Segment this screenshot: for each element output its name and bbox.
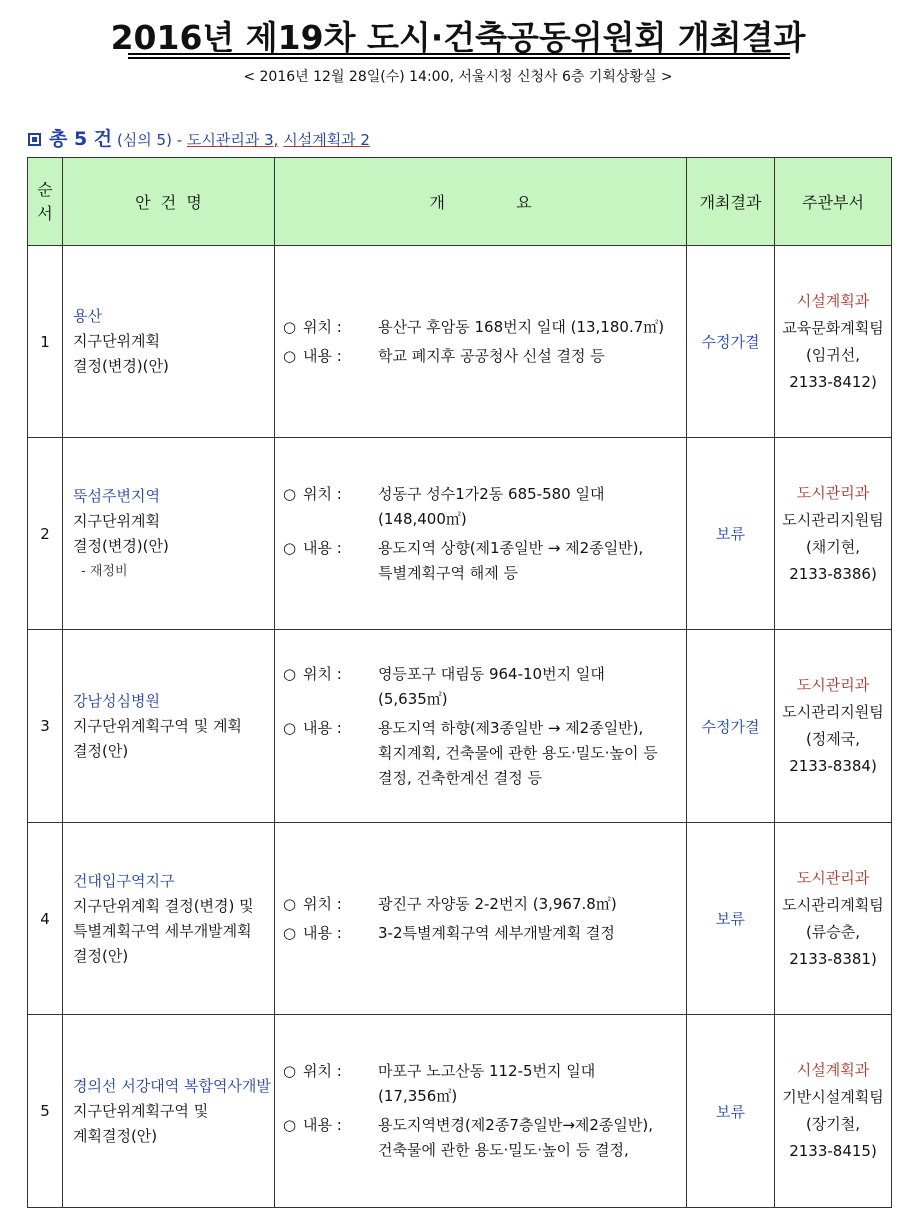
summary-item: [283, 315, 685, 340]
dept-name: 도시관리과: [796, 676, 870, 694]
agenda-name: [63, 823, 275, 1015]
contact-line: (장기철,: [805, 1115, 861, 1133]
contact-line: 2133-8386): [789, 564, 877, 583]
agenda-name-line: 지구단위계획: [73, 511, 160, 530]
summary-item-key: 위치 :: [303, 894, 342, 913]
summary-item-line: 영등포구 대림동 964-10번지 일대: [378, 664, 605, 683]
summary-dept-a: 도시관리과 3,: [186, 131, 279, 149]
summary-item-line: (5,635㎡): [378, 689, 448, 708]
summary-detail: (심의 5) -: [116, 131, 187, 149]
contact-line: 2133-8412): [789, 372, 877, 391]
header-name: 안 건 명: [63, 158, 275, 246]
summary-item-line: 용도지역 상향(제1종일반 → 제2종일반),: [378, 538, 644, 557]
agenda-summary: [275, 823, 687, 1015]
summary-item-line: 마포구 노고산동 112-5번지 일대: [378, 1062, 596, 1080]
summary-item-value: [378, 716, 685, 791]
meeting-info: < 2016년 12월 28일(수) 14:00, 서울시청 신청사 6층 기획상황실 >: [243, 69, 673, 85]
row-number: 4: [28, 823, 63, 1015]
summary-item: [283, 662, 685, 712]
circle-bullet-icon: ○: [283, 664, 297, 683]
table-row: [28, 246, 892, 438]
circle-bullet-icon: ○: [283, 894, 297, 913]
summary-dept-b: 시설계획과 2: [283, 131, 370, 149]
title-underline-2: [128, 57, 790, 59]
agenda-name-line: 지구단위계획 결정(변경) 및: [73, 896, 254, 915]
team-name: 도시관리지원팀: [782, 703, 884, 721]
agenda-summary: [275, 630, 687, 823]
summary-item: [283, 482, 685, 532]
summary-item: [283, 921, 685, 946]
summary-item-line: (17,356㎡): [378, 1087, 458, 1105]
agenda-note: - 재정비: [81, 563, 128, 579]
responsible-dept: [775, 630, 892, 823]
summary-item-key: 내용 :: [303, 538, 342, 557]
contact-line: 2133-8415): [789, 1142, 877, 1160]
title-underline: [128, 53, 790, 55]
agenda-name-line: 특별계획구역 세부개발계획: [73, 921, 252, 940]
header-result: 개최결과: [687, 158, 775, 246]
header-no: 순서: [28, 158, 63, 246]
circle-bullet-icon: ○: [283, 923, 297, 942]
summary-item-line: 용도지역변경(제2종7층일반→제2종일반),: [378, 1116, 654, 1134]
agenda-site-name: 경의선 서강대역 복합역사개발: [73, 1076, 271, 1095]
summary-total: 총 5 건: [49, 128, 113, 150]
dept-name: 시설계획과: [796, 1061, 870, 1079]
summary-item-line: (148,400㎡): [378, 509, 467, 528]
agenda-summary: [275, 246, 687, 438]
meeting-result: 수정가결: [687, 630, 775, 823]
agenda-name: [63, 630, 275, 823]
summary-item: [283, 1059, 685, 1109]
contact-line: (류승춘,: [805, 922, 861, 941]
header-dept: 주관부서: [775, 158, 892, 246]
table-row: [28, 823, 892, 1015]
agenda-name-line: 지구단위계획구역 및: [73, 1101, 209, 1120]
agenda-site-name: 뚝섬주변지역: [73, 486, 160, 505]
agenda-name: [63, 246, 275, 438]
agenda-summary: [275, 1015, 687, 1208]
agenda-name: [63, 1015, 275, 1208]
agenda-name: [63, 438, 275, 630]
agenda-name-line: 지구단위계획구역 및 계획: [73, 716, 242, 735]
contact-line: 2133-8384): [789, 757, 877, 775]
summary-item-line: 광진구 자양동 2-2번지 (3,967.8㎡): [378, 894, 617, 913]
responsible-dept: [775, 438, 892, 630]
summary-item-key: 내용 :: [303, 346, 342, 365]
circle-bullet-icon: ○: [283, 538, 297, 557]
table-header-row: [28, 158, 892, 246]
contact-line: (정제국,: [805, 730, 861, 748]
summary-item-value: [378, 921, 685, 946]
summary-item-value: [378, 536, 685, 586]
summary-line: [28, 124, 370, 151]
summary-item-value: [378, 1059, 685, 1109]
row-number: 2: [28, 438, 63, 630]
dept-name: 도시관리과: [796, 483, 870, 502]
summary-item-key: 내용 :: [303, 718, 342, 737]
summary-item-line: 획지계획, 건축물에 관한 용도·밀도·높이 등: [378, 743, 658, 762]
contact-line: (채기현,: [805, 537, 861, 556]
summary-item: [283, 716, 685, 791]
summary-item-value: [378, 482, 685, 532]
summary-item: [283, 344, 685, 369]
circle-bullet-icon: ○: [283, 1116, 297, 1134]
team-name: 도시관리계획팀: [782, 895, 884, 914]
circle-bullet-icon: ○: [283, 1062, 297, 1080]
meeting-result: 보류: [687, 1015, 775, 1208]
summary-item-key: 위치 :: [303, 664, 342, 683]
summary-item-line: 결정, 건축한계선 결정 등: [378, 768, 542, 787]
summary-item: [283, 1113, 685, 1163]
header-summary: 개 요: [275, 158, 687, 246]
agenda-name-line: 결정(변경)(안): [73, 536, 169, 555]
summary-item-line: 3-2특별계획구역 세부개발계획 결정: [378, 923, 615, 942]
agenda-name-line: 결정(안): [73, 741, 129, 760]
table-row: [28, 438, 892, 630]
summary-item-line: 용산구 후암동 168번지 일대 (13,180.7㎡): [378, 317, 665, 336]
agenda-name-line: 결정(변경)(안): [73, 357, 169, 375]
agenda-site-name: 건대입구역지구: [73, 871, 175, 890]
agenda-name-line: 지구단위계획: [73, 332, 160, 350]
responsible-dept: [775, 1015, 892, 1208]
meeting-result: 수정가결: [687, 246, 775, 438]
table-row: [28, 630, 892, 823]
summary-item-line: 용도지역 하향(제3종일반 → 제2종일반),: [378, 718, 644, 737]
row-number: 3: [28, 630, 63, 823]
dept-name: 도시관리과: [796, 868, 870, 887]
summary-item-key: 위치 :: [303, 317, 342, 336]
circle-bullet-icon: ○: [283, 346, 297, 365]
contact-line: 2133-8381): [789, 949, 877, 968]
dept-name: 시설계획과: [796, 291, 870, 310]
table-row: [28, 1015, 892, 1208]
summary-item-line: 특별계획구역 해제 등: [378, 563, 518, 582]
square-bullet-icon: [28, 133, 41, 146]
agenda-site-name: 강남성심병원: [73, 691, 160, 710]
circle-bullet-icon: ○: [283, 484, 297, 503]
agenda-table: [27, 157, 892, 1208]
summary-item-line: 건축물에 관한 용도·밀도·높이 등 결정,: [378, 1141, 629, 1159]
summary-item-value: [378, 662, 685, 712]
summary-item-value: [378, 1113, 685, 1163]
summary-item-key: 내용 :: [303, 923, 342, 942]
summary-item-line: 학교 폐지후 공공청사 신설 결정 등: [378, 346, 605, 365]
summary-item-value: [378, 344, 685, 369]
row-number: 1: [28, 246, 63, 438]
meeting-result: 보류: [687, 823, 775, 1015]
contact-line: (임귀선,: [805, 345, 861, 364]
summary-item-value: [378, 315, 685, 340]
circle-bullet-icon: ○: [283, 317, 297, 336]
summary-item-value: [378, 892, 685, 917]
summary-item-key: 위치 :: [303, 484, 342, 503]
circle-bullet-icon: ○: [283, 718, 297, 737]
meeting-result: 보류: [687, 438, 775, 630]
agenda-name-line: 결정(안): [73, 946, 129, 965]
responsible-dept: [775, 246, 892, 438]
summary-item: [283, 892, 685, 917]
summary-item: [283, 536, 685, 586]
agenda-name-line: 계획결정(안): [73, 1126, 158, 1145]
agenda-site-name: 용산: [73, 307, 102, 325]
summary-item-key: 내용 :: [303, 1116, 342, 1134]
summary-item-line: 성동구 성수1가2동 685-580 일대: [378, 484, 605, 503]
agenda-summary: [275, 438, 687, 630]
responsible-dept: [775, 823, 892, 1015]
page-title: 2016년 제19차 도시·건축공동위원회 개최결과: [110, 18, 806, 57]
team-name: 도시관리지원팀: [782, 510, 884, 529]
team-name: 기반시설계획팀: [782, 1088, 884, 1106]
row-number: 5: [28, 1015, 63, 1208]
summary-item-key: 위치 :: [303, 1062, 342, 1080]
team-name: 교육문화계획팀: [782, 318, 884, 337]
